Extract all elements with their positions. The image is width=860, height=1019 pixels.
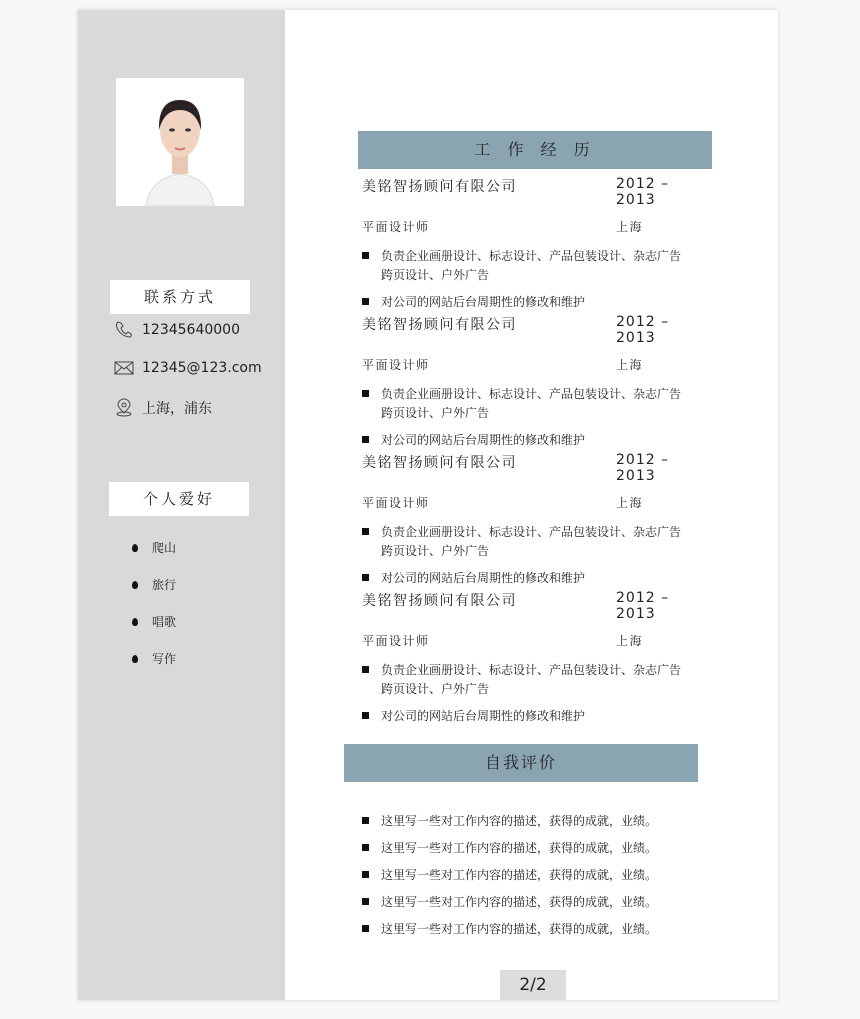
contact-heading: 联系方式: [110, 280, 250, 314]
drop-icon: [132, 581, 138, 589]
hobby-label: 爬山: [152, 541, 177, 555]
company-name: 美铭智扬顾问有限公司: [362, 317, 517, 333]
bullet-text: 对公司的网站后台周期性的修改和维护: [381, 709, 586, 723]
bullet-square-icon: [362, 298, 369, 305]
evaluation-item: [362, 839, 691, 858]
bullet-text: 负责企业画册设计、标志设计、产品包装设计、杂志广告跨页设计、户外广告: [381, 525, 682, 558]
bullet-square-icon: [362, 925, 369, 932]
bullet-square-icon: [362, 871, 369, 878]
job-bullet: [362, 293, 712, 312]
evaluation-item: [362, 866, 691, 885]
job-location: 上海: [616, 220, 644, 234]
company-name: 美铭智扬顾问有限公司: [362, 593, 517, 609]
job-years: 2012 – 2013: [616, 176, 670, 208]
hobby-label: 唱歌: [152, 615, 177, 629]
job-position: 平面设计师: [362, 220, 430, 234]
bullet-text: 负责企业画册设计、标志设计、产品包装设计、杂志广告跨页设计、户外广告: [381, 663, 682, 696]
job-bullet: [362, 707, 712, 726]
hobby-item: [132, 539, 176, 556]
hobby-item: [132, 613, 176, 630]
bullet-square-icon: [362, 574, 369, 581]
job-years: 2012 – 2013: [616, 314, 670, 346]
bullet-square-icon: [362, 390, 369, 397]
self-evaluation-heading: 自我评价: [344, 744, 698, 782]
address-item: [114, 398, 212, 418]
profile-photo: [116, 78, 244, 206]
evaluation-text: 这里写一些对工作内容的描述，获得的成就，业绩。: [381, 868, 658, 882]
evaluation-text: 这里写一些对工作内容的描述，获得的成就，业绩。: [381, 922, 658, 936]
job-entry: [362, 176, 712, 312]
job-years: 2012 – 2013: [616, 452, 670, 484]
phone-item: [114, 320, 240, 340]
job-entry: [362, 590, 712, 726]
drop-icon: [132, 655, 138, 663]
company-name: 美铭智扬顾问有限公司: [362, 179, 517, 195]
hobby-label: 旅行: [152, 578, 177, 592]
hobby-item: [132, 576, 176, 593]
evaluation-text: 这里写一些对工作内容的描述，获得的成就，业绩。: [381, 814, 658, 828]
bullet-square-icon: [362, 252, 369, 259]
mail-icon: [114, 358, 134, 378]
email-address: 12345@123.com: [142, 360, 262, 376]
job-entry: [362, 314, 712, 450]
work-experience-heading: 工 作 经 历: [358, 131, 712, 169]
drop-icon: [132, 618, 138, 626]
email-item: [114, 358, 262, 378]
bullet-text: 负责企业画册设计、标志设计、产品包装设计、杂志广告跨页设计、户外广告: [381, 387, 682, 420]
bullet-square-icon: [362, 436, 369, 443]
hobby-item: [132, 650, 176, 667]
evaluation-item: [362, 920, 691, 939]
evaluation-item: [362, 893, 691, 912]
company-name: 美铭智扬顾问有限公司: [362, 455, 517, 471]
resume-page: [78, 10, 778, 1000]
job-bullet: [362, 385, 712, 423]
job-bullet: [362, 523, 712, 561]
bullet-square-icon: [362, 666, 369, 673]
job-location: 上海: [616, 358, 644, 372]
job-position: 平面设计师: [362, 358, 430, 372]
job-position: 平面设计师: [362, 634, 430, 648]
hobbies-heading: 个人爱好: [109, 482, 249, 516]
job-position: 平面设计师: [362, 496, 430, 510]
job-bullet: [362, 569, 712, 588]
job-bullet: [362, 247, 712, 285]
phone-icon: [114, 320, 134, 340]
self-evaluation-list: [362, 804, 691, 936]
bullet-square-icon: [362, 898, 369, 905]
job-location: 上海: [616, 634, 644, 648]
job-entry: [362, 452, 712, 588]
hobby-label: 写作: [152, 652, 177, 666]
sidebar: [78, 10, 285, 1000]
evaluation-text: 这里写一些对工作内容的描述，获得的成就，业绩。: [381, 895, 658, 909]
location-pin-icon: [114, 398, 134, 418]
evaluation-text: 这里写一些对工作内容的描述，获得的成就，业绩。: [381, 841, 658, 855]
job-location: 上海: [616, 496, 644, 510]
bullet-text: 对公司的网站后台周期性的修改和维护: [381, 571, 586, 585]
bullet-square-icon: [362, 528, 369, 535]
bullet-square-icon: [362, 712, 369, 719]
bullet-text: 对公司的网站后台周期性的修改和维护: [381, 295, 586, 309]
drop-icon: [132, 544, 138, 552]
phone-number: 12345640000: [142, 322, 240, 338]
evaluation-item: [362, 812, 691, 831]
bullet-text: 负责企业画册设计、标志设计、产品包装设计、杂志广告跨页设计、户外广告: [381, 249, 682, 282]
job-years: 2012 – 2013: [616, 590, 670, 622]
job-bullet: [362, 661, 712, 699]
address: 上海，浦东: [142, 401, 212, 417]
bullet-square-icon: [362, 817, 369, 824]
page-number: 2/2: [500, 970, 566, 1000]
bullet-square-icon: [362, 844, 369, 851]
bullet-text: 对公司的网站后台周期性的修改和维护: [381, 433, 586, 447]
job-bullet: [362, 431, 712, 450]
